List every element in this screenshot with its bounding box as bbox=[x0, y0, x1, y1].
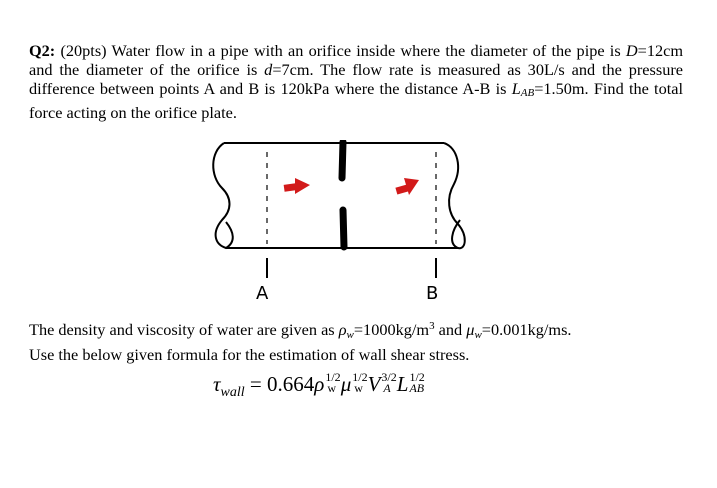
v-subscript: A bbox=[383, 381, 391, 395]
density-symbol: ρ bbox=[338, 320, 347, 339]
orifice-plate-top bbox=[342, 142, 343, 178]
distance-subscript: AB bbox=[520, 87, 535, 99]
v-symbol: V bbox=[367, 372, 381, 396]
orifice-diameter-value: =7cm. The flow rate is measured as 30L/s and the pressure difference between points A and B is 120kPa where the distance A-B is bbox=[29, 60, 683, 98]
point-b-label: B bbox=[426, 283, 439, 304]
orifice-diameter-symbol: d bbox=[264, 60, 273, 79]
v-exponent: 3/2 bbox=[381, 370, 397, 384]
density-exponent: 3 bbox=[429, 320, 435, 332]
tau-subscript: wall bbox=[220, 385, 245, 400]
flow-arrow-left bbox=[284, 178, 310, 194]
pipe-drawing bbox=[196, 140, 496, 310]
flow-arrow-right bbox=[395, 178, 419, 195]
l-exponent: 1/2 bbox=[409, 370, 425, 384]
density-value: =1000kg/m bbox=[353, 320, 430, 339]
distance-symbol: L bbox=[511, 79, 521, 98]
viscosity-symbol: μ bbox=[466, 320, 475, 339]
pipe-orifice-figure bbox=[196, 140, 496, 310]
rho-symbol: ρ bbox=[314, 372, 325, 396]
distance-value: =1.50m. Find the total force acting on the orifice plate. bbox=[29, 79, 683, 122]
mu-exponent: 1/2 bbox=[352, 370, 368, 384]
rho-exponent: 1/2 bbox=[325, 370, 341, 384]
properties-intro: The density and viscosity of water are given as bbox=[29, 320, 339, 339]
mu-subscript: w bbox=[354, 381, 363, 395]
question-text-part1: Water flow in a pipe with an orifice inside where the diameter of the pipe is bbox=[111, 41, 626, 60]
viscosity-value: =0.001kg/ms. bbox=[481, 320, 572, 339]
point-a-label: A bbox=[256, 283, 269, 304]
wall-shear-formula bbox=[213, 370, 425, 400]
question-text bbox=[29, 41, 683, 122]
formula-coefficient: = 0.664 bbox=[244, 372, 315, 396]
pipe-right-break bbox=[444, 143, 465, 248]
viscosity-subscript: w bbox=[474, 329, 482, 341]
tau-symbol: τ bbox=[213, 372, 221, 396]
rho-subscript: w bbox=[327, 381, 337, 395]
pipe-diameter-value: =12cm and the diameter of the orifice is bbox=[29, 41, 683, 79]
pipe-left-break bbox=[213, 143, 233, 248]
question-points: (20pts) bbox=[60, 41, 107, 60]
density-subscript: w bbox=[346, 329, 354, 341]
question-label: Q2: bbox=[29, 41, 56, 60]
properties-and: and bbox=[434, 320, 467, 339]
l-subscript: AB bbox=[409, 381, 425, 395]
mu-symbol: μ bbox=[340, 372, 352, 396]
properties-text bbox=[29, 317, 683, 364]
formula-instruction: Use the below given formula for the estimation of wall shear stress. bbox=[29, 345, 470, 364]
pipe-diameter-symbol: D bbox=[625, 41, 638, 60]
orifice-plate-bottom bbox=[343, 210, 344, 247]
l-symbol: L bbox=[396, 372, 409, 396]
